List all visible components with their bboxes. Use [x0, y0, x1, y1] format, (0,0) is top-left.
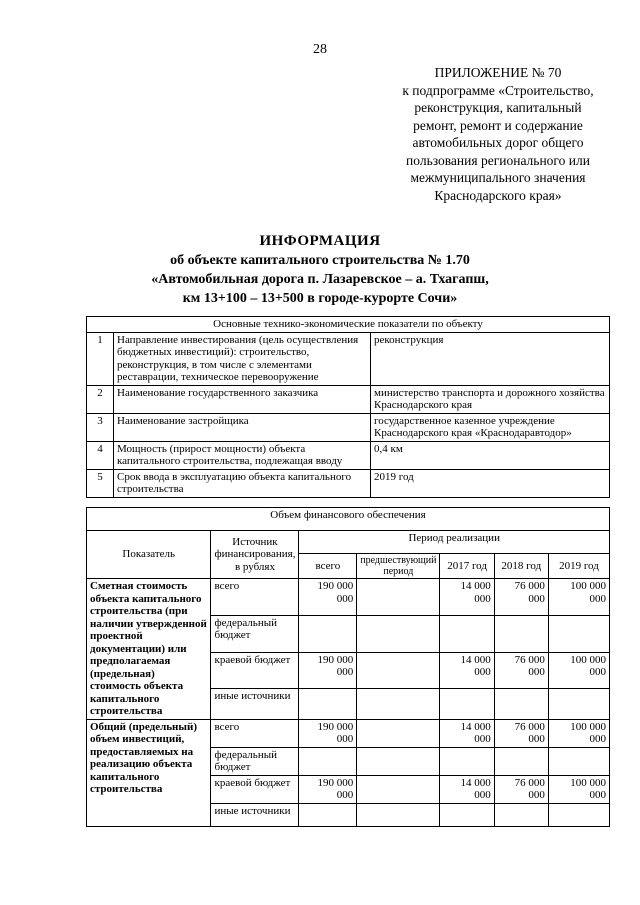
total-cell: 190 000 000	[299, 579, 357, 616]
appendix-line: автомобильных дорог общего	[412, 135, 584, 150]
appendix-line: к подпрограмме «Строительство,	[402, 82, 594, 98]
table-row	[87, 469, 610, 497]
table-row	[87, 579, 610, 616]
y2018-cell	[494, 615, 548, 652]
page-number: 28	[313, 42, 327, 57]
row-number: 3	[87, 413, 114, 441]
y2017-cell	[440, 803, 494, 826]
previous-cell	[357, 803, 440, 826]
row-label: Срок ввода в эксплуатацию объекта капитального строительства	[114, 469, 371, 497]
source-cell: всего	[211, 579, 299, 616]
table-row	[87, 332, 610, 385]
row-value: государственное казенное учреждение Краснодарского края «Краснодаравтодор»	[371, 413, 610, 441]
row-value: 0,4 км	[371, 441, 610, 469]
previous-cell	[357, 652, 440, 689]
title-line: «Автомобильная дорога п. Лазаревское – а. Тхагапш,	[151, 272, 489, 287]
total-cell: 190 000 000	[299, 719, 357, 747]
y2018-cell: 76 000 000	[494, 579, 548, 616]
y2017-cell: 14 000 000	[440, 775, 494, 803]
row-label: Наименование застройщика	[114, 413, 371, 441]
previous-cell	[357, 719, 440, 747]
y2018-cell: 76 000 000	[494, 719, 548, 747]
col-period-header: Период реализации	[299, 531, 610, 554]
row-number: 1	[87, 332, 114, 385]
y2019-cell: 100 000 000	[548, 719, 609, 747]
col-previous-header: предшествующий период	[357, 554, 440, 579]
appendix-line: ПРИЛОЖЕНИЕ № 70	[434, 65, 562, 80]
row-label: Направление инвестирования (цель осуществления бюджетных инвестиций): строительство, реконструкция, в том числе с элементами реставрации, техническое перевооружение	[114, 332, 371, 385]
y2018-cell: 76 000 000	[494, 775, 548, 803]
row-label: Наименование государственного заказчика	[114, 385, 371, 413]
total-cell	[299, 747, 357, 775]
col-2017-header: 2017 год	[440, 554, 494, 579]
row-number: 4	[87, 441, 114, 469]
col-2018-header: 2018 год	[494, 554, 548, 579]
y2019-cell: 100 000 000	[548, 775, 609, 803]
col-indicator-header: Показатель	[87, 531, 211, 579]
tech-table-header: Основные технико-экономические показатели по объекту	[87, 317, 610, 333]
y2018-cell	[494, 803, 548, 826]
y2019-cell: 100 000 000	[548, 652, 609, 689]
appendix-line: ремонт, ремонт и содержание	[413, 117, 583, 133]
title-line: об объекте капитального строительства № 1.70	[170, 253, 470, 268]
source-cell: всего	[211, 719, 299, 747]
table-row	[87, 441, 610, 469]
financing-table	[86, 507, 610, 827]
col-2019-header: 2019 год	[548, 554, 609, 579]
row-label: Мощность (прирост мощности) объекта капитального строительства, подлежащая вводу	[114, 441, 371, 469]
table-row	[87, 385, 610, 413]
total-cell: 190 000 000	[299, 652, 357, 689]
y2017-cell: 14 000 000	[440, 652, 494, 689]
previous-cell	[357, 747, 440, 775]
table-row	[87, 719, 610, 747]
title-main: ИНФОРМАЦИЯ	[259, 233, 381, 249]
appendix-line: пользования регионального или	[406, 152, 590, 168]
table-row	[87, 413, 610, 441]
y2017-cell	[440, 615, 494, 652]
y2017-cell: 14 000 000	[440, 719, 494, 747]
tech-indicators-table	[86, 316, 610, 498]
y2017-cell: 14 000 000	[440, 579, 494, 616]
total-cell	[299, 615, 357, 652]
document-title	[0, 232, 640, 308]
previous-cell	[357, 615, 440, 652]
total-cell	[299, 803, 357, 826]
row-value: министерство транспорта и дорожного хозяйства Краснодарского края	[371, 385, 610, 413]
y2019-cell	[548, 689, 609, 719]
col-source-header: Источник финансирования, в рублях	[211, 531, 299, 579]
total-cell	[299, 689, 357, 719]
source-cell: краевой бюджет	[211, 652, 299, 689]
y2017-cell	[440, 689, 494, 719]
y2019-cell	[548, 747, 609, 775]
y2018-cell	[494, 689, 548, 719]
indicator-cell: Сметная стоимость объекта капитального строительства (при наличии утвержденной проектной документации) или предполагаемая (предельная) стоимость объекта капитального строительства	[87, 579, 211, 720]
source-cell: иные источники	[211, 689, 299, 719]
y2019-cell	[548, 803, 609, 826]
row-value: реконструкция	[371, 332, 610, 385]
source-cell: краевой бюджет	[211, 775, 299, 803]
total-cell: 190 000 000	[299, 775, 357, 803]
fin-table-header: Объем финансового обеспечения	[87, 508, 610, 531]
source-cell: федеральный бюджет	[211, 615, 299, 652]
row-number: 2	[87, 385, 114, 413]
appendix-line: реконструкция, капитальный	[414, 100, 582, 115]
appendix-line: Краснодарского края»	[434, 187, 562, 203]
col-total-header: всего	[299, 554, 357, 579]
y2019-cell: 100 000 000	[548, 579, 609, 616]
row-value: 2019 год	[371, 469, 610, 497]
appendix-line: межмуниципального значения	[410, 170, 586, 185]
y2019-cell	[548, 615, 609, 652]
y2018-cell: 76 000 000	[494, 652, 548, 689]
title-line: км 13+100 – 13+500 в городе-курорте Сочи»	[182, 291, 458, 306]
source-cell: федеральный бюджет	[211, 747, 299, 775]
indicator-cell: Общий (предельный) объем инвестиций, предоставляемых на реализацию объекта капитального строительства	[87, 719, 211, 826]
previous-cell	[357, 775, 440, 803]
previous-cell	[357, 579, 440, 616]
y2017-cell	[440, 747, 494, 775]
source-cell: иные источники	[211, 803, 299, 826]
previous-cell	[357, 689, 440, 719]
appendix-header	[372, 64, 624, 204]
row-number: 5	[87, 469, 114, 497]
y2018-cell	[494, 747, 548, 775]
